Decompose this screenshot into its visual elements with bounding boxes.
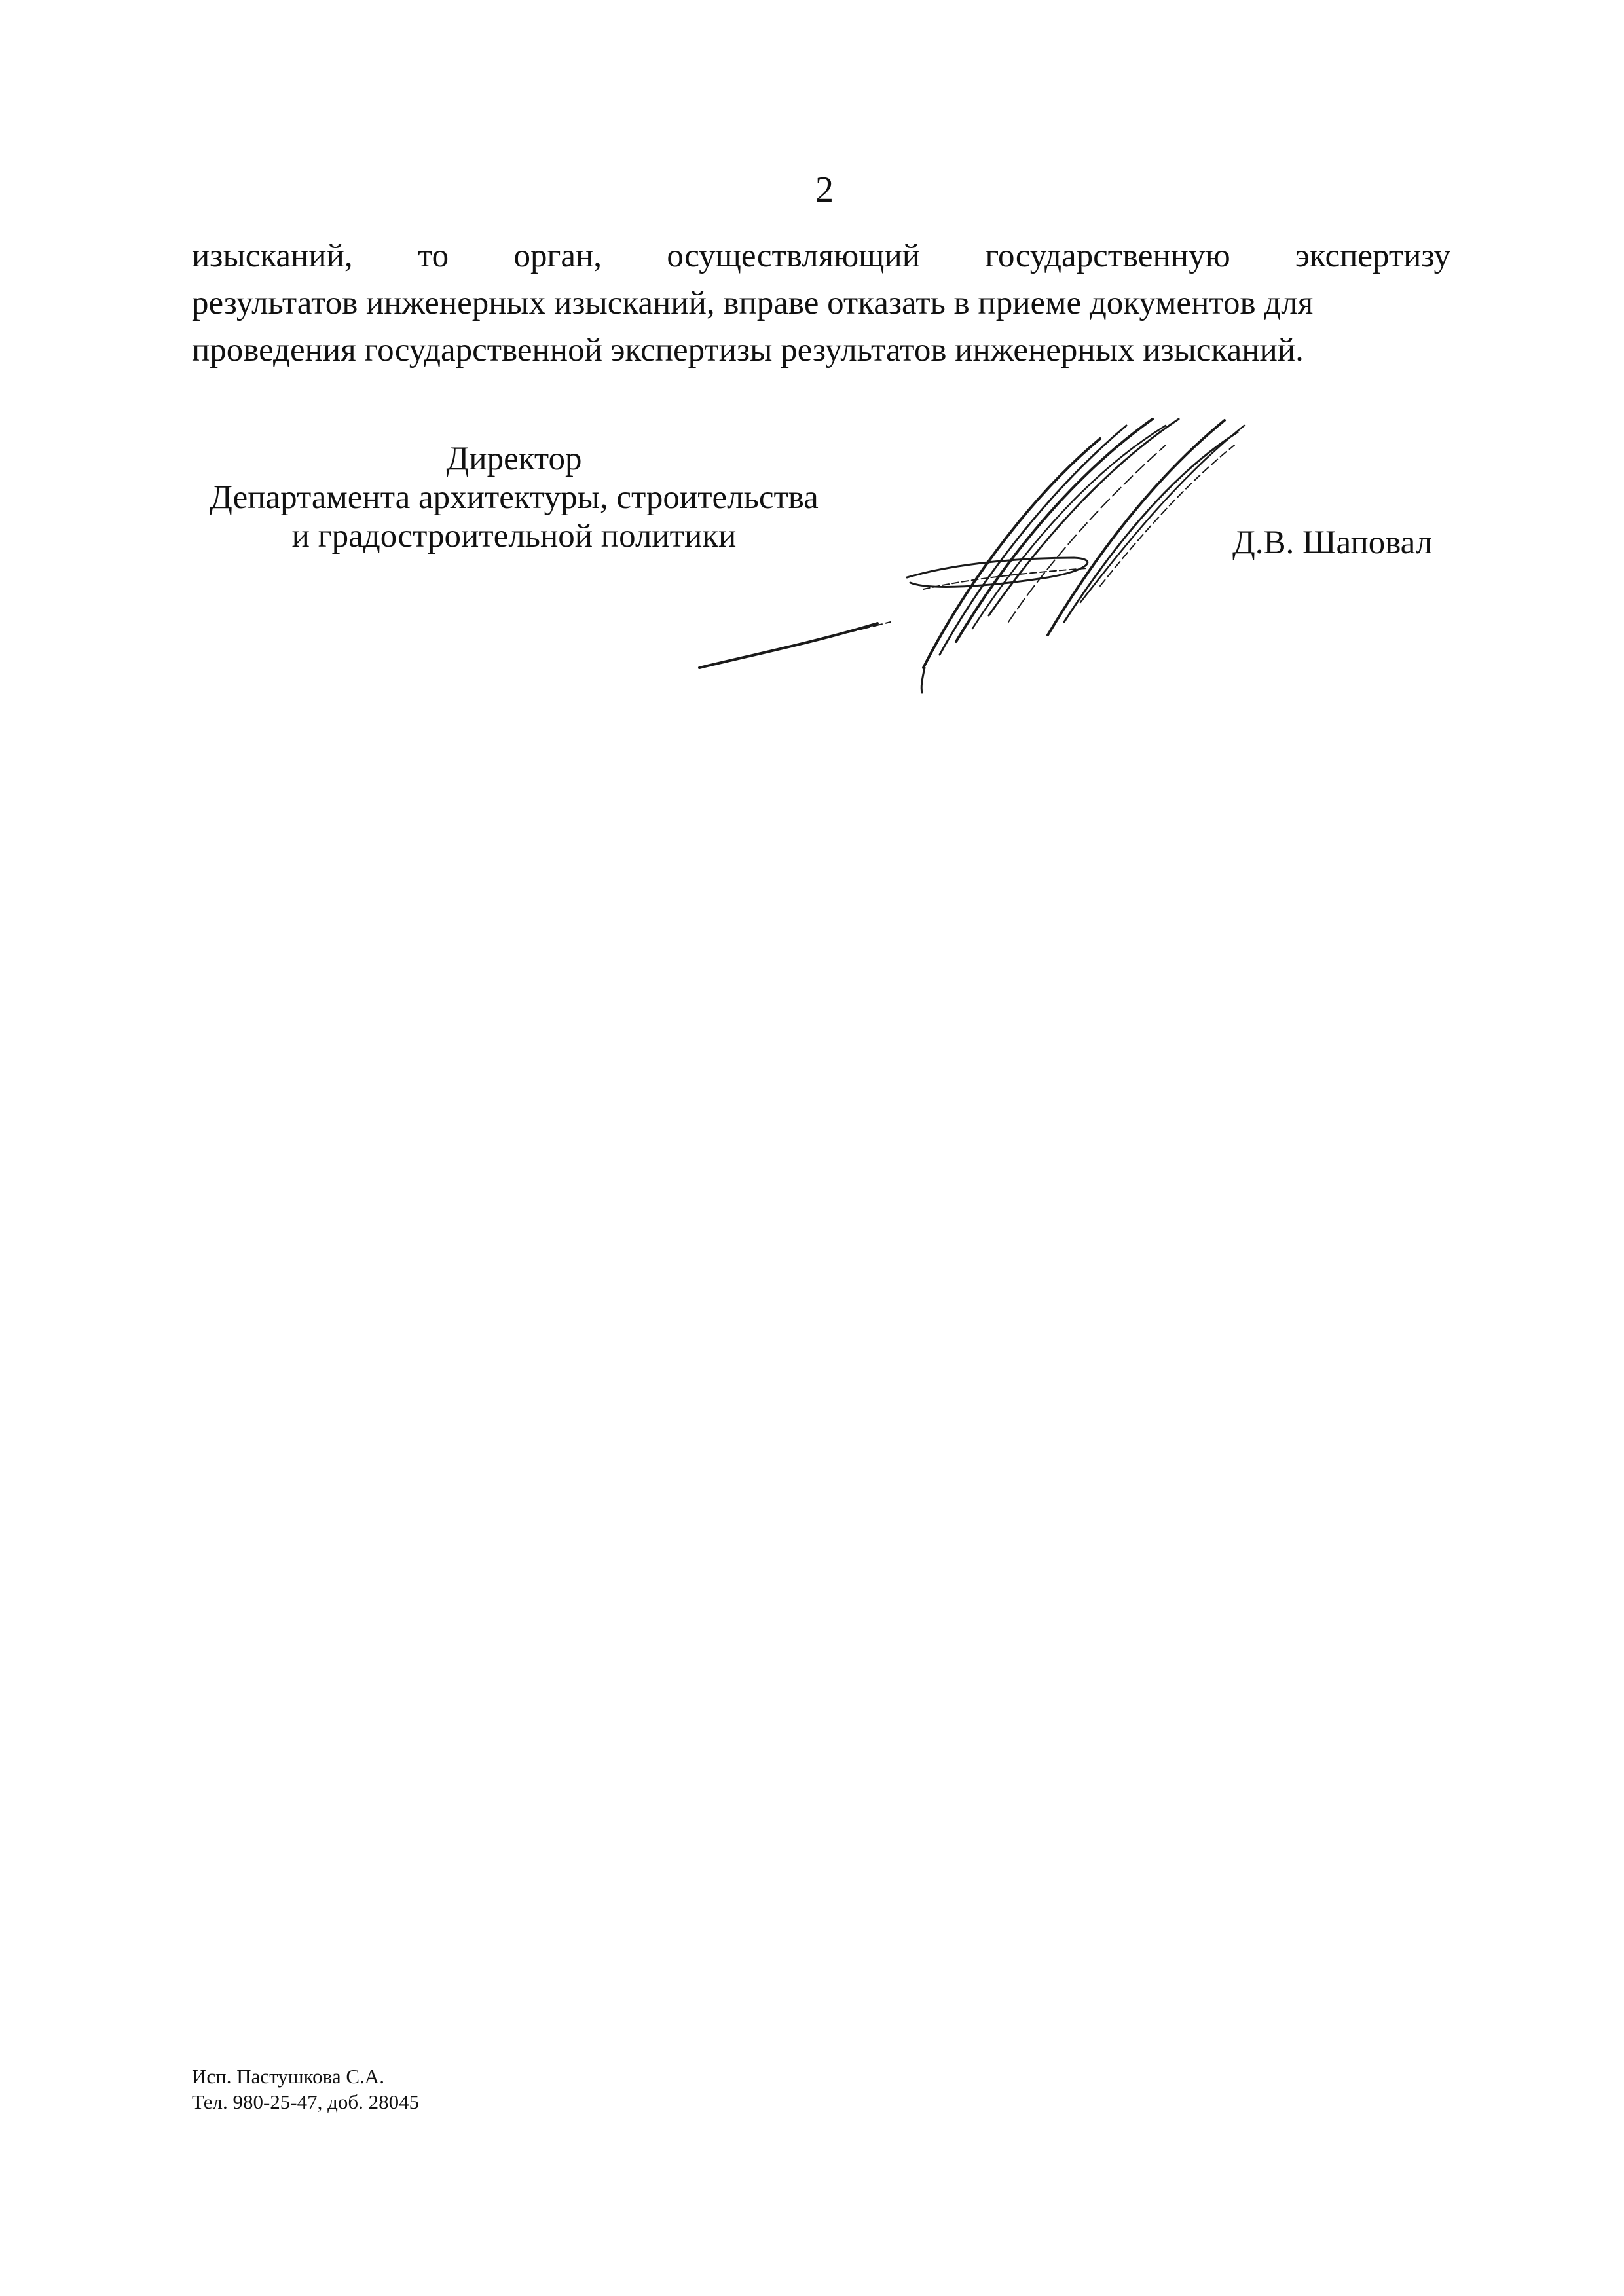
executor-phone: Тел. 980-25-47, доб. 28045	[192, 2090, 420, 2113]
position-title: Директор	[446, 441, 582, 477]
position-department: Департамента архитектуры, строительства	[210, 479, 819, 516]
signatory-name: Д.В. Шаповал	[1232, 524, 1433, 561]
executor-name: Исп. Пастушкова С.А.	[192, 2065, 384, 2088]
page-number: 2	[815, 170, 834, 210]
body-line: результатов инженерных изысканий, вправе отказать в приеме документов для	[192, 285, 1314, 321]
body-paragraph	[192, 232, 1450, 374]
body-line: проведения государственной экспертизы результатов инженерных изысканий.	[192, 332, 1304, 369]
handwritten-signature	[681, 406, 1270, 694]
executor-info	[192, 2064, 419, 2115]
body-line: изысканий, то орган, осуществляющий государственную экспертизу	[192, 238, 1450, 274]
position-department-cont: и градостроительной политики	[291, 518, 737, 555]
